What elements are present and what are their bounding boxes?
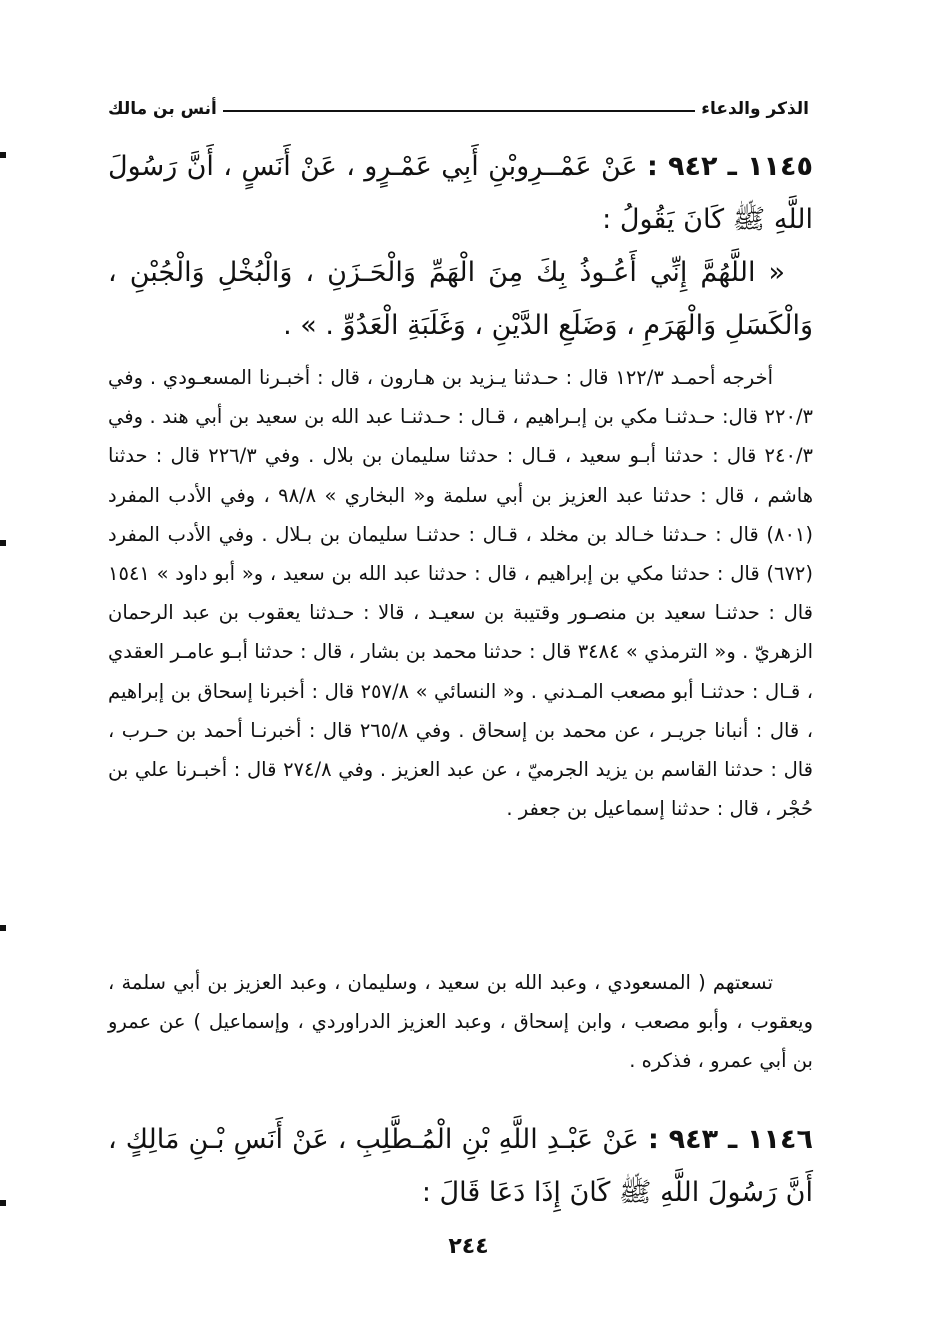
hadith-1145-dua: « اللَّهُمَّ إِنِّي أَعُـوذُ بِكَ مِنَ الْهَمِّ وَالْحَـزَنِ ، وَالْبُخْلِ وَالْجُبْنِ ، وَالْكَسَلِ وَالْهَرَمِ ، وَضَلَعِ الدَّيْنِ ، وَغَلَبَةِ الْعَدُوِّ . » . xyxy=(108,257,813,341)
takhrij-paragraph-2: تسعتهم ( المسعودي ، وعبد الله بن سعيد ، وسليمان ، وعبد العزيز بن أبي سلمة ، ويعقوب ، وأبو مصعب ، وابن إسحاق ، وعبد العزيز الدراوردي ، وإسماعيل ) عن عمرو بن أبي عمرو ، فذكره . xyxy=(108,971,813,1073)
takhrij-paragraph-1: أخرجه أحمـد ١٢٢/٣ قال : حـدثنا يـزيد بن هـارون ، قال : أخبـرنا المسعـودي . وفي ٢٢٠/٣ قال: حـدثنـا مكي بن إبـراهيم ، قـال : حـدثنـا عبد الله بن سعيد بن أبي هند . وفي ٢٤٠/٣ قال : حدثنا أبـو سعيد ، قـال : حدثنا سليمان بن بلال . وفي ٢٢٦/٣ قال : حدثنا هاشم ، قال : حدثنا عبد العزيز بن أبي سلمة و« البخاري » ٩٨/٨ ، وفي الأدب المفرد (٨٠١) قال : حـدثنا خـالد بن مخلد ، قـال : حدثنـا سليمان بن بـلال . وفي الأدب المفرد (٦٧٢) قال : حدثنا مكي بن إبراهيم ، قال : حدثنا عبد الله بن سعيد ، و« أبو داود » ١٥٤١ قال : حدثنـا سعيد بن منصـور وقتيبة بن سعيـد ، قالا : حـدثنا يعقوب بن عبد الرحمان الزهريّ . و« الترمذي » ٣٤٨٤ قال : حدثنا محمد بن بشار ، قال : حدثنا أبـو عامـر العقدي ، قـال : حدثنـا أبو مصعب المـدني . و« النسائي » ٢٥٧/٨ قال : أخبرنا إسحاق بن إبراهيم ، قال : أنبانا جريـر ، عن محمد بن إسحاق . وفي ٢٦٥/٨ قال : أخبرنـا أحمد بن حـرب ، قال : حدثنا القاسم بن يزيد الجرميّ ، عن عبد العزيز . وفي ٢٧٤/٨ قال : أخبـرنا علي بن حُجْر ، قال : حدثنا إسماعيل بن جعفر . xyxy=(108,366,814,821)
running-header xyxy=(108,96,809,122)
scan-edge-mark xyxy=(0,925,6,931)
scan-edge-mark xyxy=(0,152,6,158)
hadith-1145-intro: عَنْ عَمْــرِوبْنِ أَبِي عَمْـرٍو ، عَنْ أَنَسٍ ، أَنَّ رَسُولَ اللَّهِ ﷺ كَانَ يَقُولُ : xyxy=(108,151,813,235)
hadith-1146 xyxy=(108,1113,813,1219)
hadith-1145-chain xyxy=(108,140,813,246)
scan-edge-mark xyxy=(0,540,6,546)
header-section-title: أنس بن مالك xyxy=(108,99,217,119)
takhrij-summary xyxy=(108,963,813,1081)
header-rule xyxy=(223,110,695,112)
hadith-1146-text xyxy=(108,1113,813,1219)
hadith-1146-body: عَنْ عَبْـدِ اللَّهِ بْنِ الْمُـطَّلِبِ ، عَنْ أَنَسِ بْـنِ مَالِكٍ ، أَنَّ رَسُولَ اللَّهِ ﷺ كَانَ إِذَا دَعَا قَالَ : xyxy=(108,1124,813,1208)
page-number: ٢٤٤ xyxy=(448,1234,489,1259)
header-chapter-title: الذكر والدعاء xyxy=(701,99,809,119)
takhrij-1145 xyxy=(108,358,813,828)
hadith-1145-number: ١١٤٥ ـ ٩٤٢ : xyxy=(647,151,813,182)
hadith-1145 xyxy=(108,140,813,352)
scan-edge-mark xyxy=(0,1200,6,1206)
hadith-1146-number: ١١٤٦ ـ ٩٤٣ : xyxy=(647,1124,813,1155)
